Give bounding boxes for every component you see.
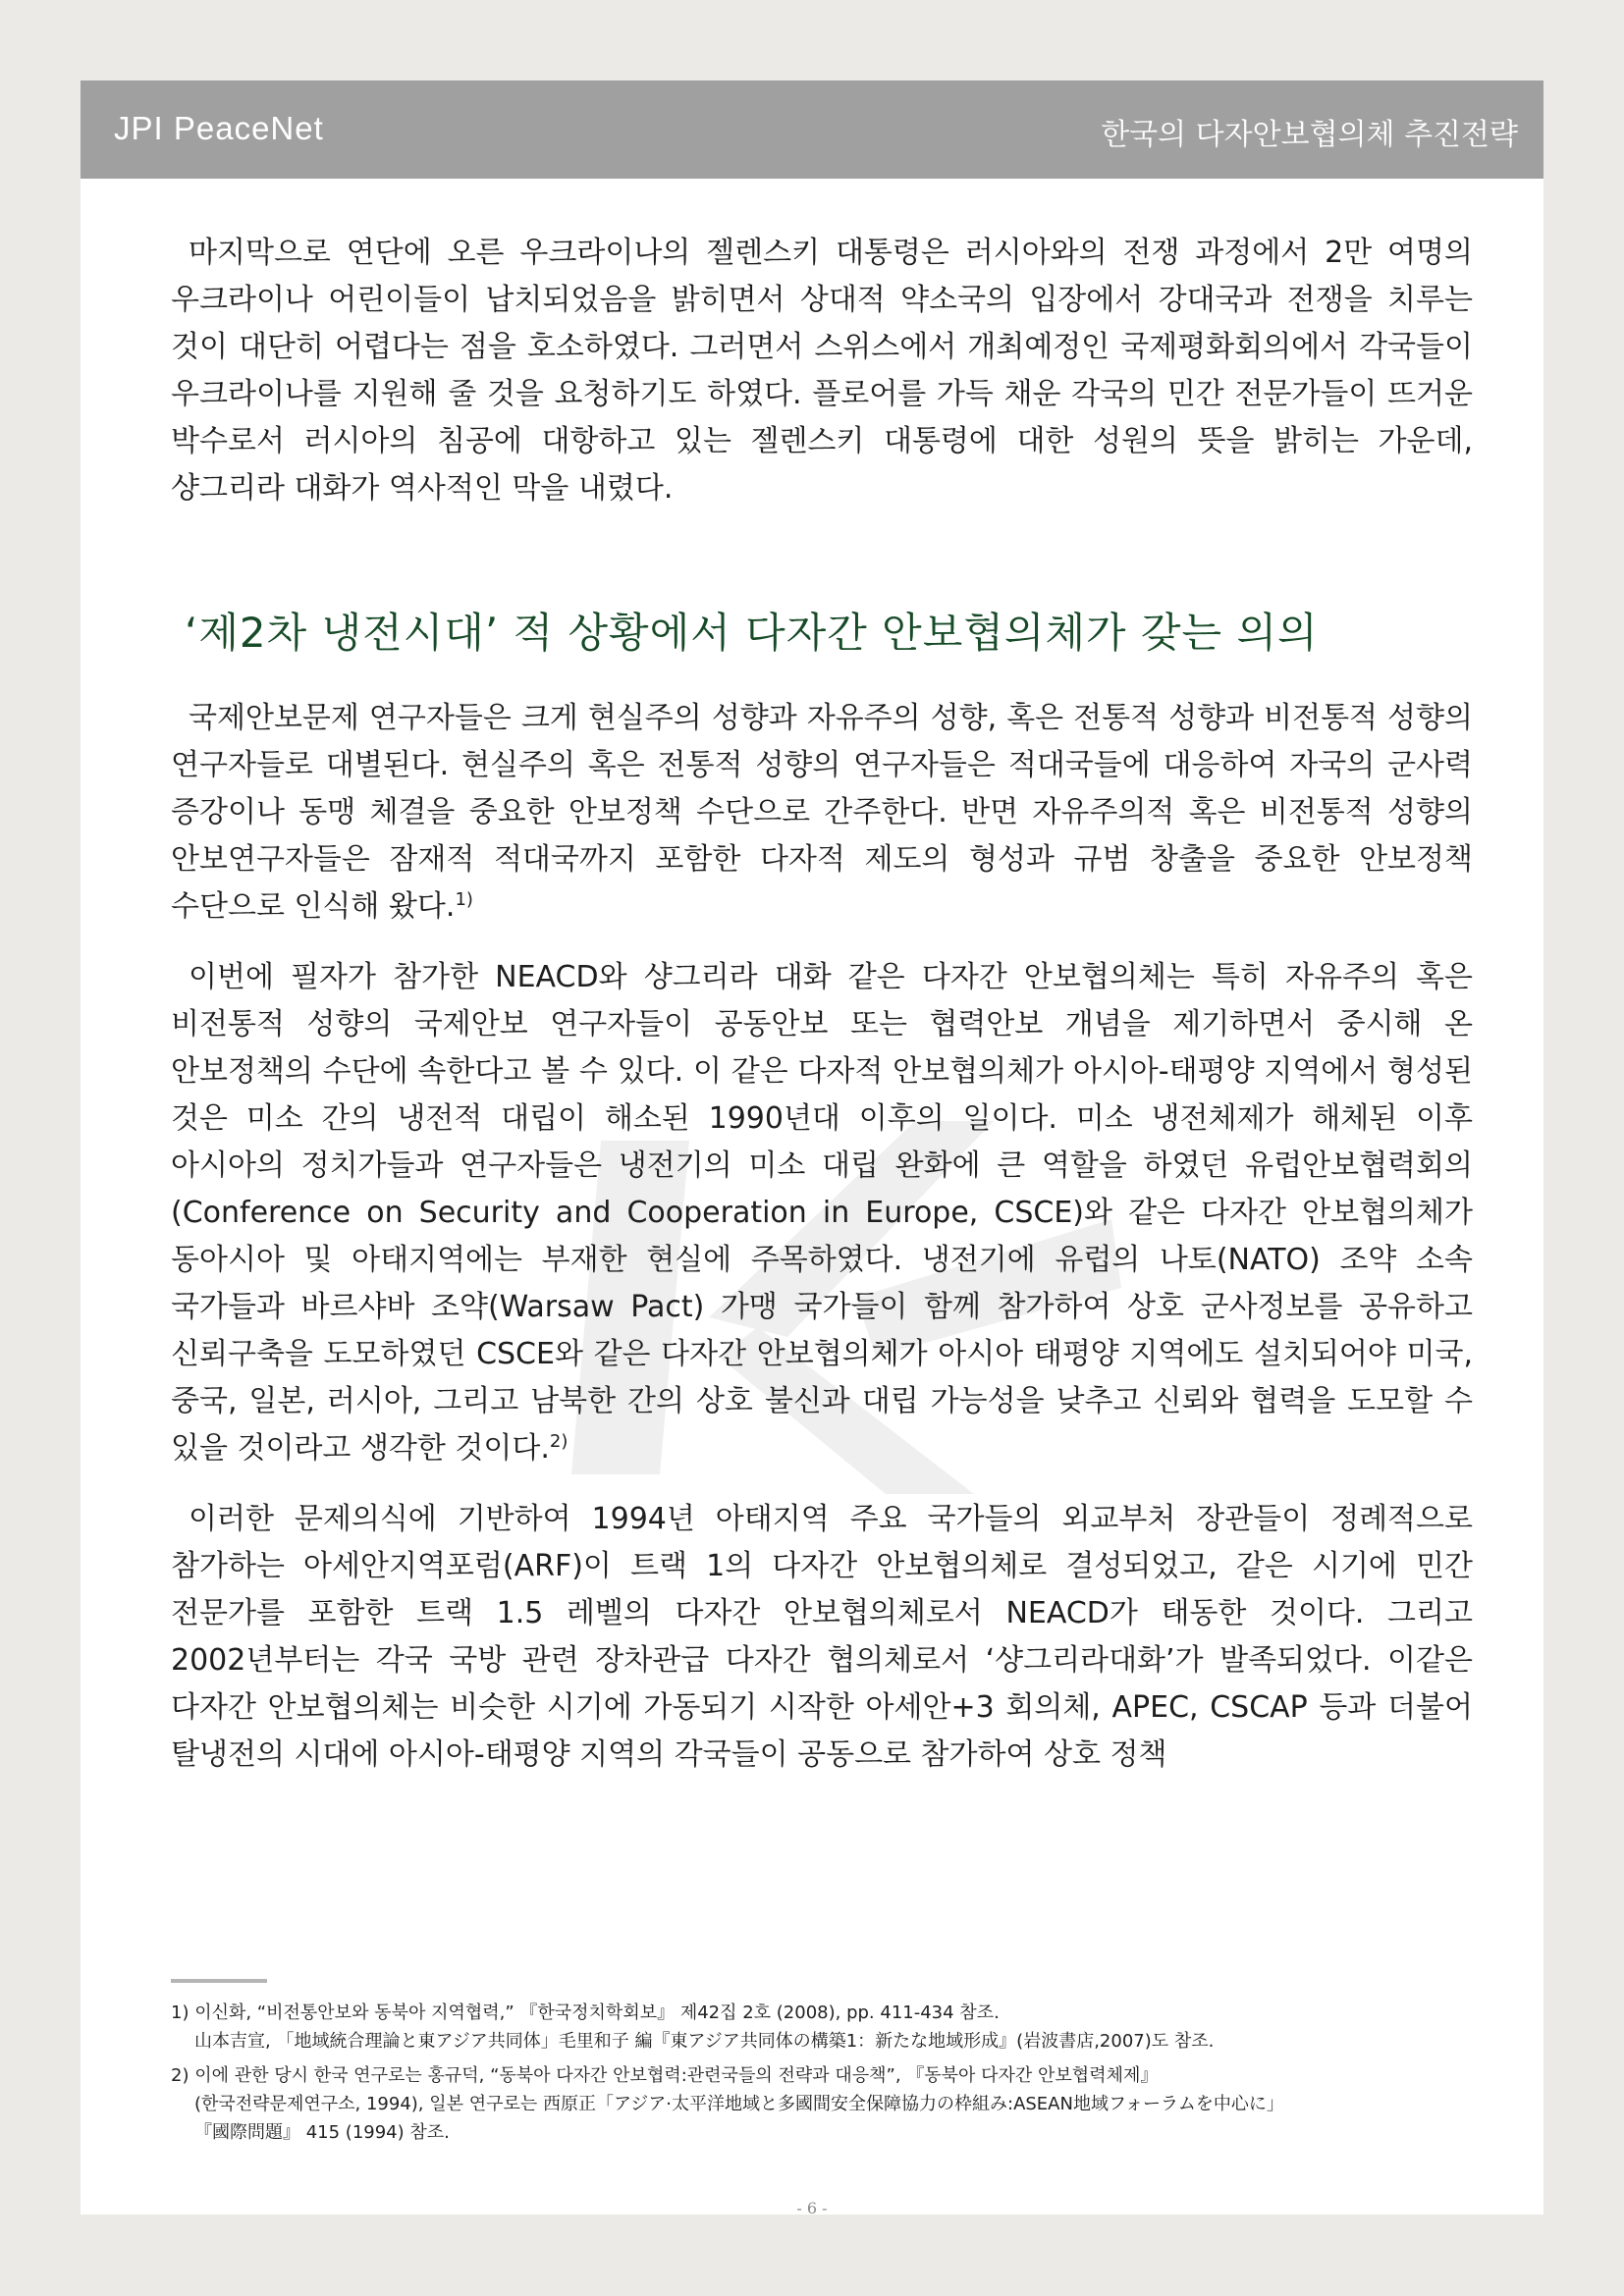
paragraph-1-text: 국제안보문제 연구자들은 크게 현실주의 성향과 자유주의 성향, 혹은 전통적 성향과 비전통적 성향의 연구자들로 대별된다. 현실주의 혹은 전통적 성향의 연구자들은 적대국들에 대응하여 자국의 군사력 증강이나 동맹 체결을 중요한 안보정책 수단으로 간주한다. 반면 자유주의적 혹은 비전통적 성향의 안보연구자들은 잠재적 적대국까지 포함한 다자적 제도의 형성과 규범 창출을 중요한 안보정책 수단으로 인식해 왔다. bbox=[171, 701, 1473, 924]
section-title: ‘제2차 냉전시대’ 적 상황에서 다자간 안보협의체가 갖는 의의 bbox=[185, 609, 1319, 657]
footnote-2-continued: (한국전략문제연구소, 1994), 일본 연구로는 西原正「アジア·太平洋地域と多國間安全保障協力の枠組み:ASEAN地域フォーラムを中心に」 bbox=[194, 2094, 1284, 2114]
paragraph-intro: 마지막으로 연단에 오른 우크라이나의 젤렌스키 대통령은 러시아와의 전쟁 과정에서 2만 여명의 우크라이나 어린이들이 납치되었음을 밝히면서 상대적 약소국의 입장에서 강대국과 전쟁을 치루는 것이 대단히 어렵다는 점을 호소하였다. 그러면서 스위스에서 개최예정인 국제평화회의에서 각국들이 우크라이나를 지원해 줄 것을 요청하기도 하였다. 플로어를 가득 채운 각국의 민간 전문가들이 뜨거운 박수로서 러시아의 침공에 대항하고 있는 젤렌스키 대통령에 대한 성원의 뜻을 밝히는 가운데, 샹그리라 대화가 역사적인 막을 내렸다. bbox=[171, 236, 1473, 506]
paragraph-3-text: 이러한 문제의식에 기반하여 1994년 아태지역 주요 국가들의 외교부처 장관들이 정례적으로 참가하는 아세안지역포럼(ARF)이 트랙 1의 다자간 안보협의체로 결성되었고, 같은 시기에 민간 전문가를 포함한 트랙 1.5 레벨의 다자간 안보협의체로서 NEACD가 태동한 것이다. 그리고 2002년부터는 각국 국방 관련 장차관급 다자간 협의체로서 ‘샹그리라대화’가 발족되었다. 이같은 다자간 안보협의체는 비슷한 시기에 가동되기 시작한 아세안+3 회의체, APEC, CSCAP 등과 더불어 탈냉전의 시대에 아시아-태평양 지역의 각국들이 공동으로 참가하여 상호 정책 bbox=[171, 1502, 1473, 1772]
footnote-ref-2[interactable]: 2) bbox=[549, 1431, 568, 1452]
footnote-ref-1[interactable]: 1) bbox=[455, 889, 473, 910]
paragraph-2 bbox=[171, 954, 1473, 1472]
document-page bbox=[81, 80, 1543, 2215]
footnote-2: 2) 이에 관한 당시 한국 연구로는 홍규덕, “동북아 다자간 안보협력:관련국들의 전략과 대응책”, 『동북아 다자간 안보협력체제』 bbox=[171, 2065, 1159, 2086]
footnote-1-continued: 山本吉宣, 「地域統合理論と東アジア共同体」毛里和子 編『東アジア共同体の構築1：新たな地域形成』(岩波書店,2007)도 참조. bbox=[194, 2031, 1215, 2052]
header-document-title: 한국의 다자안보협의체 추진전략 bbox=[1101, 118, 1518, 152]
main-content bbox=[171, 230, 1473, 1779]
header-publisher: JPI PeaceNet bbox=[114, 110, 324, 146]
footnote-divider bbox=[171, 1979, 267, 1983]
footnote-2-end: 『國際問題』 415 (1994) 참조. bbox=[194, 2122, 450, 2143]
page-header bbox=[81, 80, 1543, 179]
page-number: - 6 - bbox=[796, 2199, 828, 2217]
paragraph-1 bbox=[171, 695, 1473, 931]
footnote-1: 1) 이신화, “비전통안보와 동북아 지역협력,” 『한국정치학회보』 제42집 2호 (2008), pp. 411-434 참조. bbox=[171, 2002, 1000, 2023]
paragraph-2-text: 이번에 필자가 참가한 NEACD와 샹그리라 대화 같은 다자간 안보협의체는 특히 자유주의 혹은 비전통적 성향의 국제안보 연구자들이 공동안보 또는 협력안보 개념을 제기하면서 중시해 온 안보정책의 수단에 속한다고 볼 수 있다. 이 같은 다자적 안보협의체가 아시아-태평양 지역에서 형성된 것은 미소 간의 냉전적 대립이 해소된 1990년대 이후의 일이다. 미소 냉전체제가 해체된 이후 아시아의 정치가들과 연구자들은 냉전기의 미소 대립 완화에 큰 역할을 하였던 유럽안보협력회의(Conference on Security and Cooperation in Europe, CSCE)와 같은 다자간 안보협의체가 동아시아 및 아태지역에는 부재한 현실에 주목하였다. 냉전기에 유럽의 나토(NATO) 조약 소속 국가들과 바르샤바 조약(Warsaw Pact) 가맹 국가들이 함께 참가하여 상호 군사정보를 공유하고 신뢰구축을 도모하였던 CSCE와 같은 다자간 안보협의체가 아시아 태평양 지역에도 설치되어야 미국, 중국, 일본, 러시아, 그리고 남북한 간의 상호 불신과 대립 가능성을 낮추고 신뢰와 협력을 도모할 수 있을 것이라고 생각한 것이다. bbox=[171, 960, 1473, 1466]
paragraph-3 bbox=[171, 1496, 1473, 1779]
footnotes bbox=[171, 1999, 1487, 2147]
